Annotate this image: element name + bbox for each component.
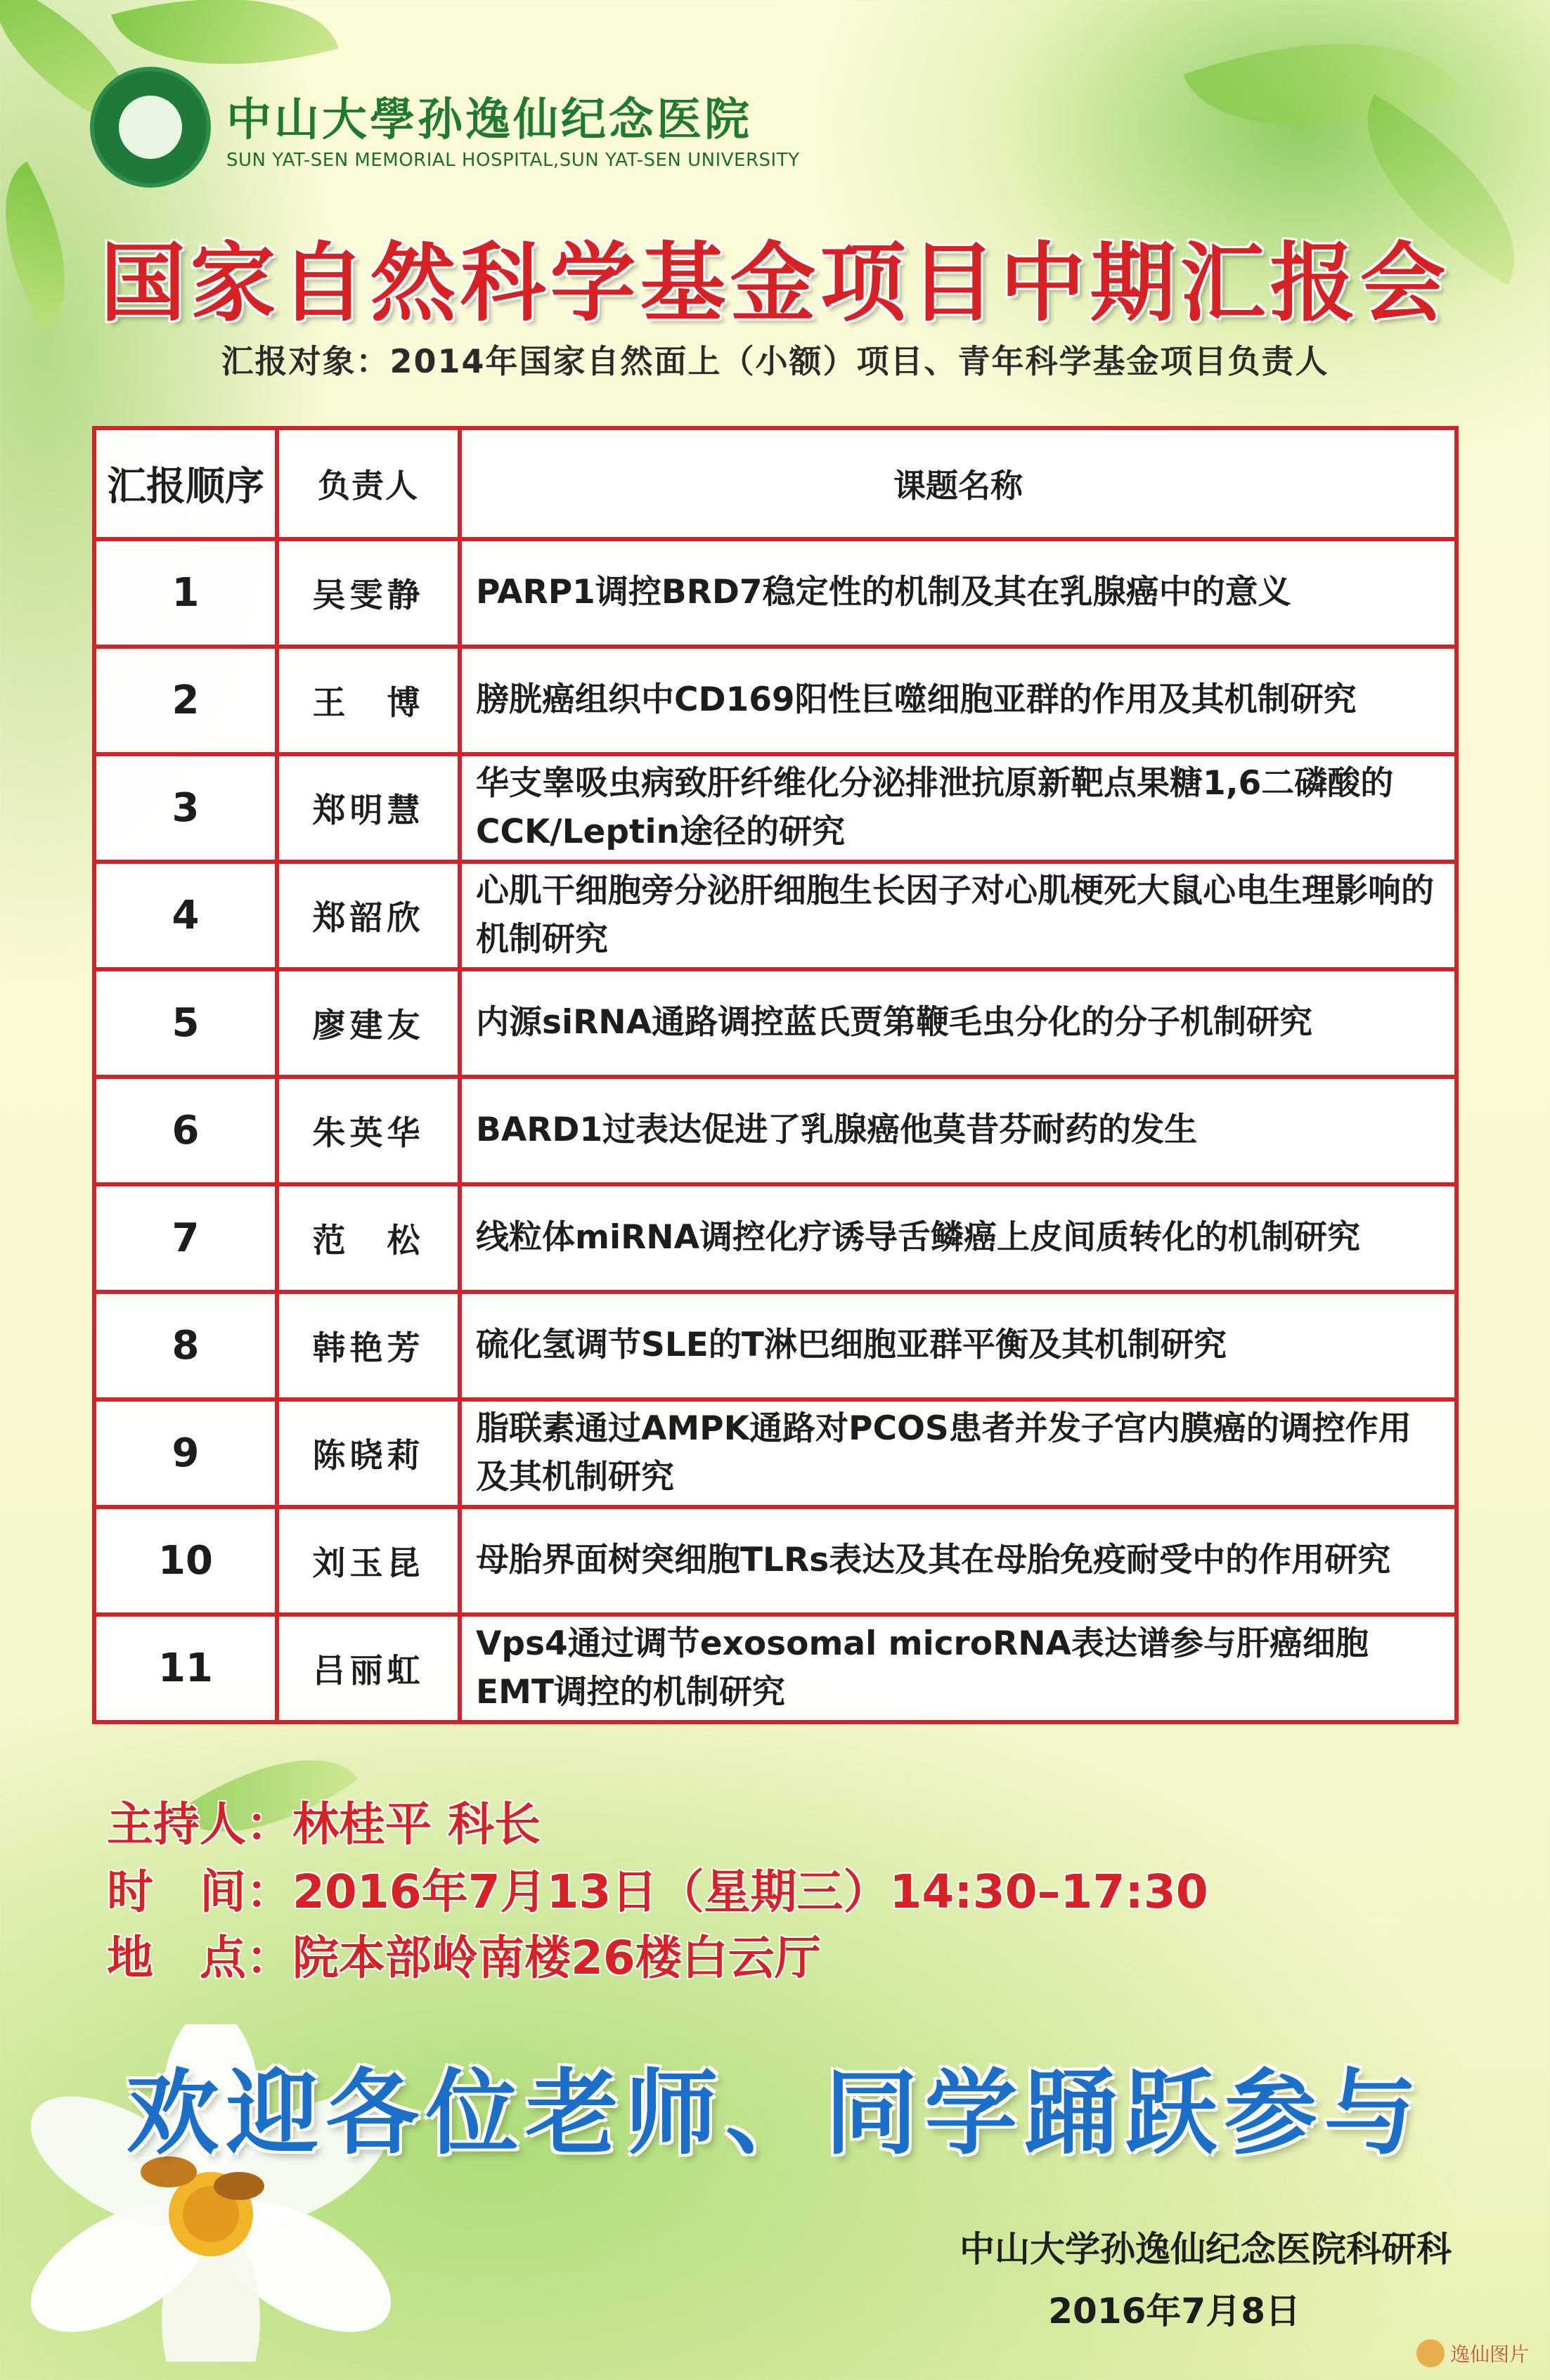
table-row — [94, 1292, 1457, 1399]
row-person: 廖建友 — [277, 969, 460, 1077]
table-row — [94, 862, 1457, 969]
table-row — [94, 647, 1457, 754]
host-value: 林桂平 科长 — [292, 1797, 541, 1851]
host-label: 主持人： — [107, 1797, 292, 1851]
row-person: 王 博 — [277, 647, 460, 754]
table-row — [94, 1507, 1457, 1615]
row-order: 4 — [94, 862, 277, 969]
row-topic: BARD1过表达促进了乳腺癌他莫昔芬耐药的发生 — [460, 1077, 1457, 1184]
row-order: 1 — [94, 539, 277, 647]
row-person: 吕丽虹 — [277, 1615, 460, 1722]
watermark — [1416, 2339, 1529, 2367]
time-value: 2016年7月13日（星期三）14:30–17:30 — [292, 1865, 1208, 1919]
schedule-table — [92, 426, 1459, 1724]
row-topic: 心肌干细胞旁分泌肝细胞生长因子对心肌梗死大鼠心电生理影响的机制研究 — [460, 862, 1457, 969]
page-title: 国家自然科学基金项目中期汇报会 — [100, 232, 1450, 333]
table-row — [94, 754, 1457, 862]
table-row — [94, 539, 1457, 647]
row-person: 刘玉昆 — [277, 1507, 460, 1615]
row-person: 朱英华 — [277, 1077, 460, 1184]
row-person: 郑韶欣 — [277, 862, 460, 969]
table-row — [94, 1399, 1457, 1507]
row-topic: PARP1调控BRD7稳定性的机制及其在乳腺癌中的意义 — [460, 539, 1457, 647]
table-row — [94, 1077, 1457, 1184]
host-line — [107, 1787, 541, 1854]
row-topic: 母胎界面树突细胞TLRs表达及其在母胎免疫耐受中的作用研究 — [460, 1507, 1457, 1615]
row-topic: 脂联素通过AMPK通路对PCOS患者并发子宫内膜癌的调控作用及其机制研究 — [460, 1399, 1457, 1507]
time-label: 时 间： — [107, 1865, 292, 1919]
row-person: 韩艳芳 — [277, 1292, 460, 1399]
row-order: 11 — [94, 1615, 277, 1722]
row-order: 2 — [94, 647, 277, 754]
row-topic: Vps4通过调节exosomal microRNA表达谱参与肝癌细胞EMT调控的机制研究 — [460, 1615, 1457, 1722]
table-row — [94, 1615, 1457, 1722]
row-order: 7 — [94, 1184, 277, 1292]
row-person: 郑明慧 — [277, 754, 460, 862]
place-line — [107, 1920, 821, 1987]
row-topic: 硫化氢调节SLE的T淋巴细胞亚群平衡及其机制研究 — [460, 1292, 1457, 1399]
hospital-name-en: SUN YAT-SEN MEMORIAL HOSPITAL,SUN YAT-SEN UNIVERSITY — [226, 150, 800, 171]
row-topic: 膀胱癌组织中CD169阳性巨噬细胞亚群的作用及其机制研究 — [460, 647, 1457, 754]
place-value: 院本部岭南楼26楼白云厅 — [292, 1931, 821, 1985]
footer-org: 中山大学孙逸仙纪念医院科研科 — [960, 2229, 1452, 2270]
hospital-seal-logo — [90, 67, 211, 188]
row-topic: 华支睾吸虫病致肝纤维化分泌排泄抗原新靶点果糖1,6二磷酸的CCK/Leptin途径的研究 — [460, 754, 1457, 862]
place-label: 地 点： — [107, 1931, 292, 1985]
hospital-name-cn: 中山大學孙逸仙纪念医院 — [226, 93, 752, 146]
column-header-order: 汇报顺序 — [94, 428, 277, 539]
row-order: 3 — [94, 754, 277, 862]
row-order: 5 — [94, 969, 277, 1077]
row-person: 吴雯静 — [277, 539, 460, 647]
table-row — [94, 1184, 1457, 1292]
row-person: 陈晓莉 — [277, 1399, 460, 1507]
column-header-topic: 课题名称 — [460, 428, 1457, 539]
row-order: 10 — [94, 1507, 277, 1615]
watermark-text: 逸仙图片 — [1449, 2343, 1529, 2366]
welcome-banner: 欢迎各位老师、同学踊跃参与 — [126, 2059, 1424, 2168]
row-order: 9 — [94, 1399, 277, 1507]
table-header-row — [94, 428, 1457, 539]
column-header-person: 负责人 — [277, 428, 460, 539]
row-order: 6 — [94, 1077, 277, 1184]
row-order: 8 — [94, 1292, 277, 1399]
page-subtitle: 汇报对象：2014年国家自然面上（小额）项目、青年科学基金项目负责人 — [221, 342, 1329, 380]
row-person: 范 松 — [277, 1184, 460, 1292]
table-row — [94, 969, 1457, 1077]
row-topic: 线粒体miRNA调控化疗诱导舌鳞癌上皮间质转化的机制研究 — [460, 1184, 1457, 1292]
row-topic: 内源siRNA通路调控蓝氏贾第鞭毛虫分化的分子机制研究 — [460, 969, 1457, 1077]
hospital-header — [90, 67, 799, 188]
watermark-icon — [1416, 2339, 1445, 2367]
time-line — [107, 1854, 1208, 1921]
footer-date: 2016年7月8日 — [1048, 2291, 1300, 2332]
